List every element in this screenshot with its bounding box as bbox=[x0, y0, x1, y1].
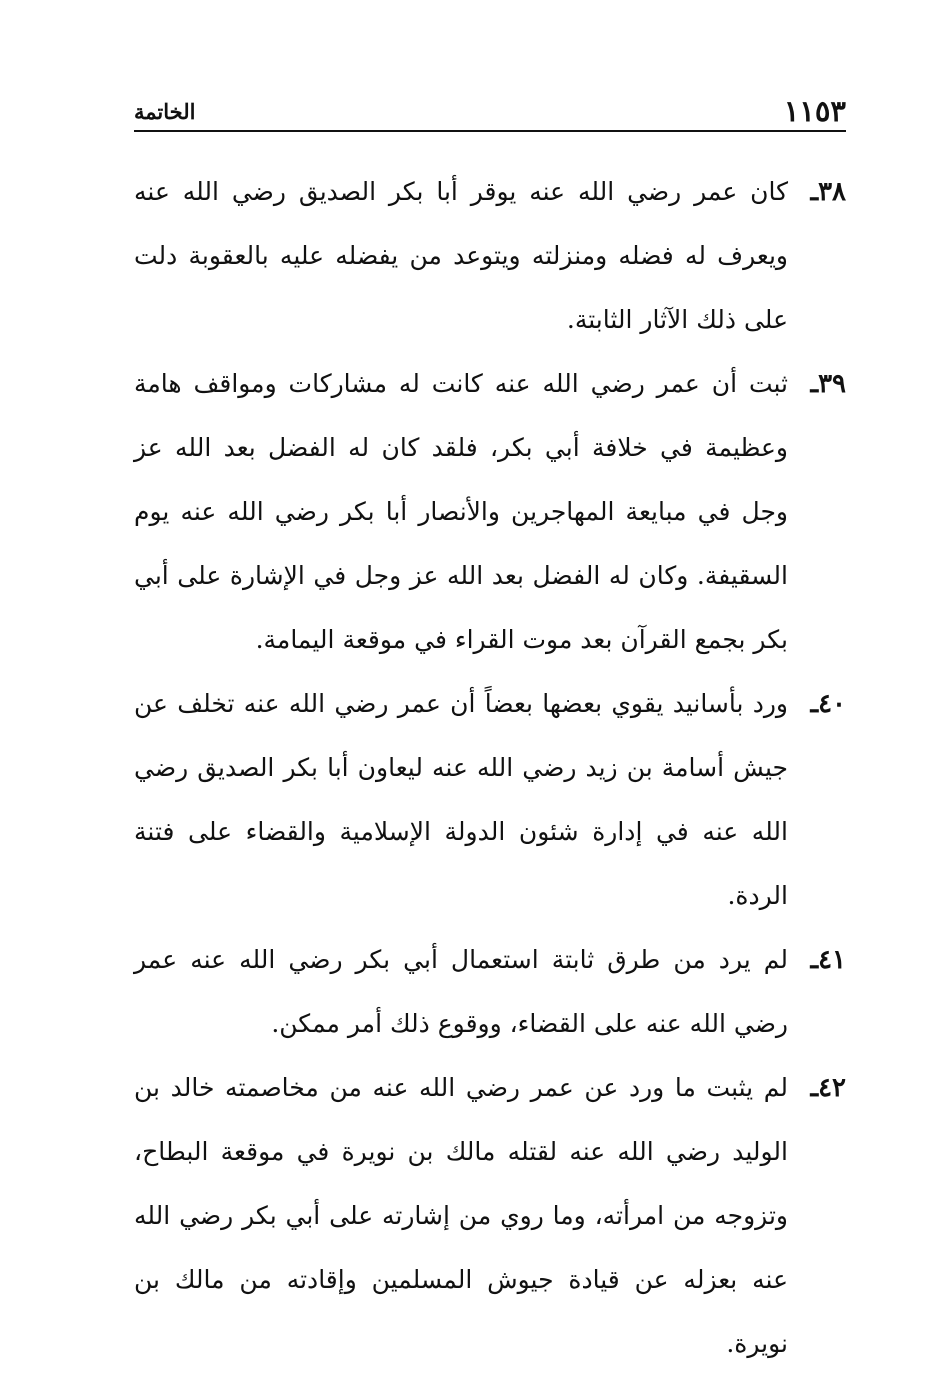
item-number: ٤٢ـ bbox=[810, 1073, 846, 1103]
item-text: لم يرد من طرق ثابتة استعمال أبي بكر رضي الله عنه عمر رضي الله عنه على القضاء، ووقوع ذلك أمر ممكن. bbox=[134, 945, 788, 1038]
item-text: ثبت أن عمر رضي الله عنه كانت له مشاركات ومواقف هامة وعظيمة في خلافة أبي بكر، فلقد كان له الفضل بعد الله عز وجل في مبايعة المهاجرين والأنصار أبا بكر رضي الله عنه يوم السقيفة. وكان له الفضل بعد الله عز وجل في الإشارة على أبي بكر بجمع القرآن بعد موت القراء في موقعة اليمامة. bbox=[134, 369, 788, 654]
list-item bbox=[134, 928, 846, 1056]
item-text: كان عمر رضي الله عنه يوقر أبا بكر الصديق رضي الله عنه ويعرف له فضله ومنزلته ويتوعد من يفضله عليه بالعقوبة دلت على ذلك الآثار الثابتة. bbox=[134, 177, 788, 334]
running-head: الخاتمة bbox=[134, 99, 196, 124]
conclusion-list bbox=[134, 160, 846, 1376]
list-item bbox=[134, 1056, 846, 1376]
list-item bbox=[134, 352, 846, 672]
item-text: ورد بأسانيد يقوي بعضها بعضاً أن عمر رضي الله عنه تخلف عن جيش أسامة بن زيد رضي الله عنه ليعاون أبا بكر الصديق رضي الله عنه في إدارة شئون الدولة الإسلامية والقضاء على فتنة الردة. bbox=[134, 689, 788, 910]
list-item bbox=[134, 672, 846, 928]
item-number: ٤١ـ bbox=[810, 945, 846, 975]
list-item bbox=[134, 160, 846, 352]
page-header bbox=[134, 92, 846, 132]
item-number: ٣٩ـ bbox=[810, 369, 846, 399]
page-number: ١١٥٣ bbox=[783, 94, 846, 128]
item-text: لم يثبت ما ورد عن عمر رضي الله عنه من مخاصمته خالد بن الوليد رضي الله عنه لقتله مالك بن نويرة في موقعة البطاح، وتزوجه من امرأته، وما روي من إشارته على أبي بكر رضي الله عنه بعزله عن قيادة جيوش المسلمين وإقادته من مالك بن نويرة. bbox=[134, 1073, 788, 1358]
item-number: ٤٠ـ bbox=[810, 689, 846, 719]
item-number: ٣٨ـ bbox=[810, 177, 846, 207]
